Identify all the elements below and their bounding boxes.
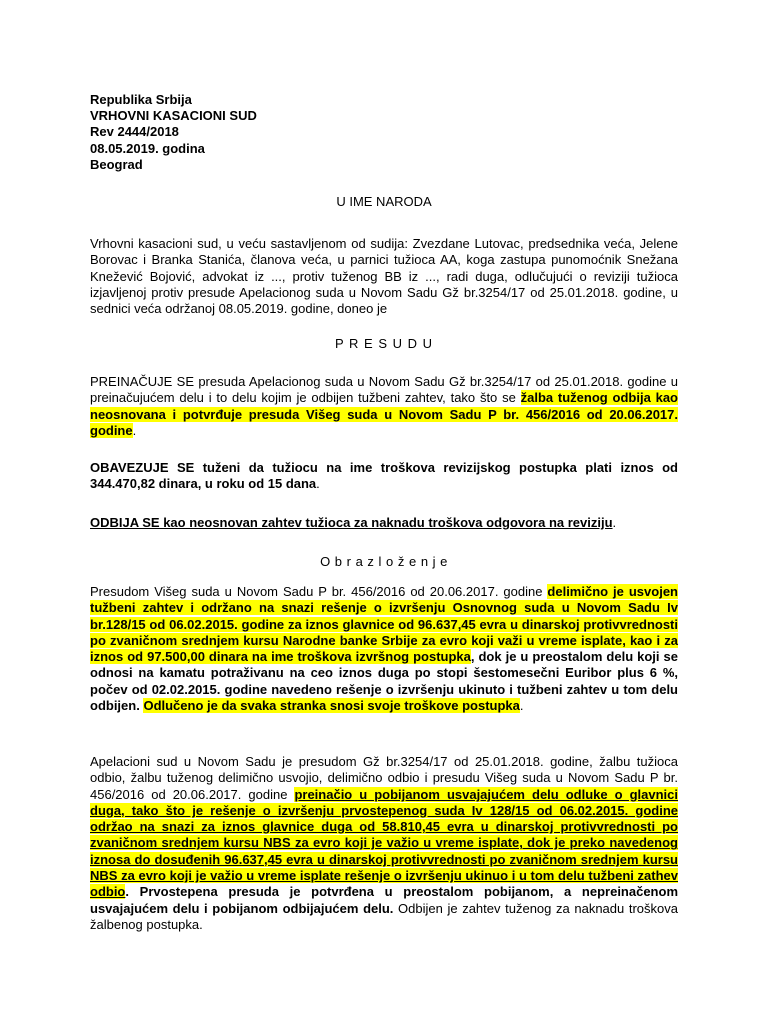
court-header	[90, 92, 257, 173]
verdict-1-highlight: žalba tuženog odbija kao neosnovana i potvrđuje presuda Višeg suda u Novom Sadu P br. 456/2016 od 20.06.2017. godine	[90, 390, 678, 438]
reasoning-2-text: Apelacioni sud u Novom Sadu je presudom Gž br.3254/17 od 25.01.2018. godine, žalbu tužioca odbio, žalbu tuženog delimično usvojio, delimično odbio i presudu Višeg suda u Novom Sadu P br. 456/2016 od 20.06.2017. godine	[90, 754, 678, 802]
reasoning-2-bold: . Prvostepena presuda je potvrđena u preostalom pobijanom, a nepreinačenom usvajajućem delu i pobijanom odbijajućem delu.	[90, 884, 678, 916]
reasoning-2-highlight: preinačio u pobijanom usvajajućem delu odluke o glavnici duga, tako što je rešenje o izvršenju prvostepenog suda Iv 128/15 od 06.02.2015. godine održao na snazi za iznos glavnice duga od 58.810,45 evra u dinarskoj protivvrednosti po zvaničnom srednjem kursu NBS za evro koji je važio u vreme isplate, dok je preko navedenog iznosa do dosuđenih 96.637,45 evra u dinarskoj protivvrednosti po zvaničnom srednjem kursu NBS za evro koji je važio u vreme isplate rešenje o izvršenju ukinuo i u tom delu tužbeni zathev odbio	[90, 786, 679, 900]
verdict-paragraph-1	[90, 374, 678, 439]
decision-date: 08.05.2019. godina	[90, 140, 205, 156]
city: Beograd	[90, 156, 143, 172]
reasoning-1-bold: , dok je u preostalom delu koji se odnosi na kamatu potraživanu na ceo iznos duga po stopi šestomesečni Euribor plus 6 %, počev od 02.02.2015. godine navedeno rešenje o izvršenju ukinuto i tužbeni zahtev u tom delu odbijen.	[90, 649, 678, 714]
reasoning-paragraph-1	[90, 584, 678, 714]
country-line: Republika Srbija	[90, 92, 192, 107]
verdict-2-text: OBAVEZUJE SE tuženi da tužiocu na ime troškova revizijskog postupka plati iznos od 344.470,82 dinara, u roku od 15 dana	[90, 460, 678, 492]
verdict-paragraph-3	[90, 515, 678, 531]
heading-verdict: P R E S U D U	[334, 336, 433, 351]
reasoning-2-text-end: Odbijen je zahtev tuženog za naknadu troškova žalbenog postupka.	[90, 900, 679, 932]
verdict-1-end: .	[132, 422, 137, 438]
verdict-paragraph-2	[90, 460, 678, 493]
reasoning-1-highlight: delimično je usvojen tužbeni zahtev i održano na snazi rešenje o izvršenju Osnovnog suda u Novom Sadu Iv br.128/15 od 06.02.2015. godine za iznos glavnice od 96.637,45 evra u dinarskoj protivvrednosti po zvaničnom srednjem kursu Narodne banke Srbije za evro koji važi u vreme isplate, kao i za iznos od 97.500,00 dinara na ime troškova izvršnog postupka	[90, 584, 678, 665]
intro-paragraph: Vrhovni kasacioni sud, u veću sastavljenom od sudija: Zvezdane Lutovac, predsednika veća, Jelene Borovac i Branka Stanića, članova veća, u parnici tužioca AA, koga zastupa punomoćnik Snežana Knežević Bojović, advokat iz ..., protiv tuženog BB iz ..., radi duga, odlučujući o reviziji tužioca izjavljenoj protiv presude Apelacionog suda u Novom Sadu Gž br.3254/17 od 25.01.2018. godine, u sednici veća održanoj 08.05.2019. godine, doneo je	[90, 236, 678, 317]
court-name: VRHOVNI KASACIONI SUD	[90, 108, 257, 124]
case-number: Rev 2444/2018	[90, 124, 179, 140]
verdict-2-end: .	[316, 476, 320, 492]
reasoning-1-highlight-2: Odlučeno je da svaka stranka snosi svoje troškove postupka	[143, 698, 520, 714]
heading-in-the-name-of-people: U IME NARODA	[336, 194, 432, 209]
verdict-1-text: PREINAČUJE SE presuda Apelacionog suda u Novom Sadu Gž br.3254/17 od 25.01.2018. godine u preinačujućem delu i to delu kojim je odbijen tužbeni zahtev, tako što se	[90, 374, 678, 406]
heading-reasoning: O b r a z l o ž e n j e	[320, 554, 448, 569]
reasoning-paragraph-2	[90, 754, 678, 933]
reasoning-1-text: Presudom Višeg suda u Novom Sadu P br. 456/2016 od 20.06.2017. godine	[90, 584, 548, 599]
reasoning-1-end: .	[519, 698, 524, 714]
verdict-3-end: .	[612, 515, 617, 530]
verdict-3-text: ODBIJA SE kao neosnovan zahtev tužioca za naknadu troškova odgovora na reviziju	[90, 515, 613, 530]
